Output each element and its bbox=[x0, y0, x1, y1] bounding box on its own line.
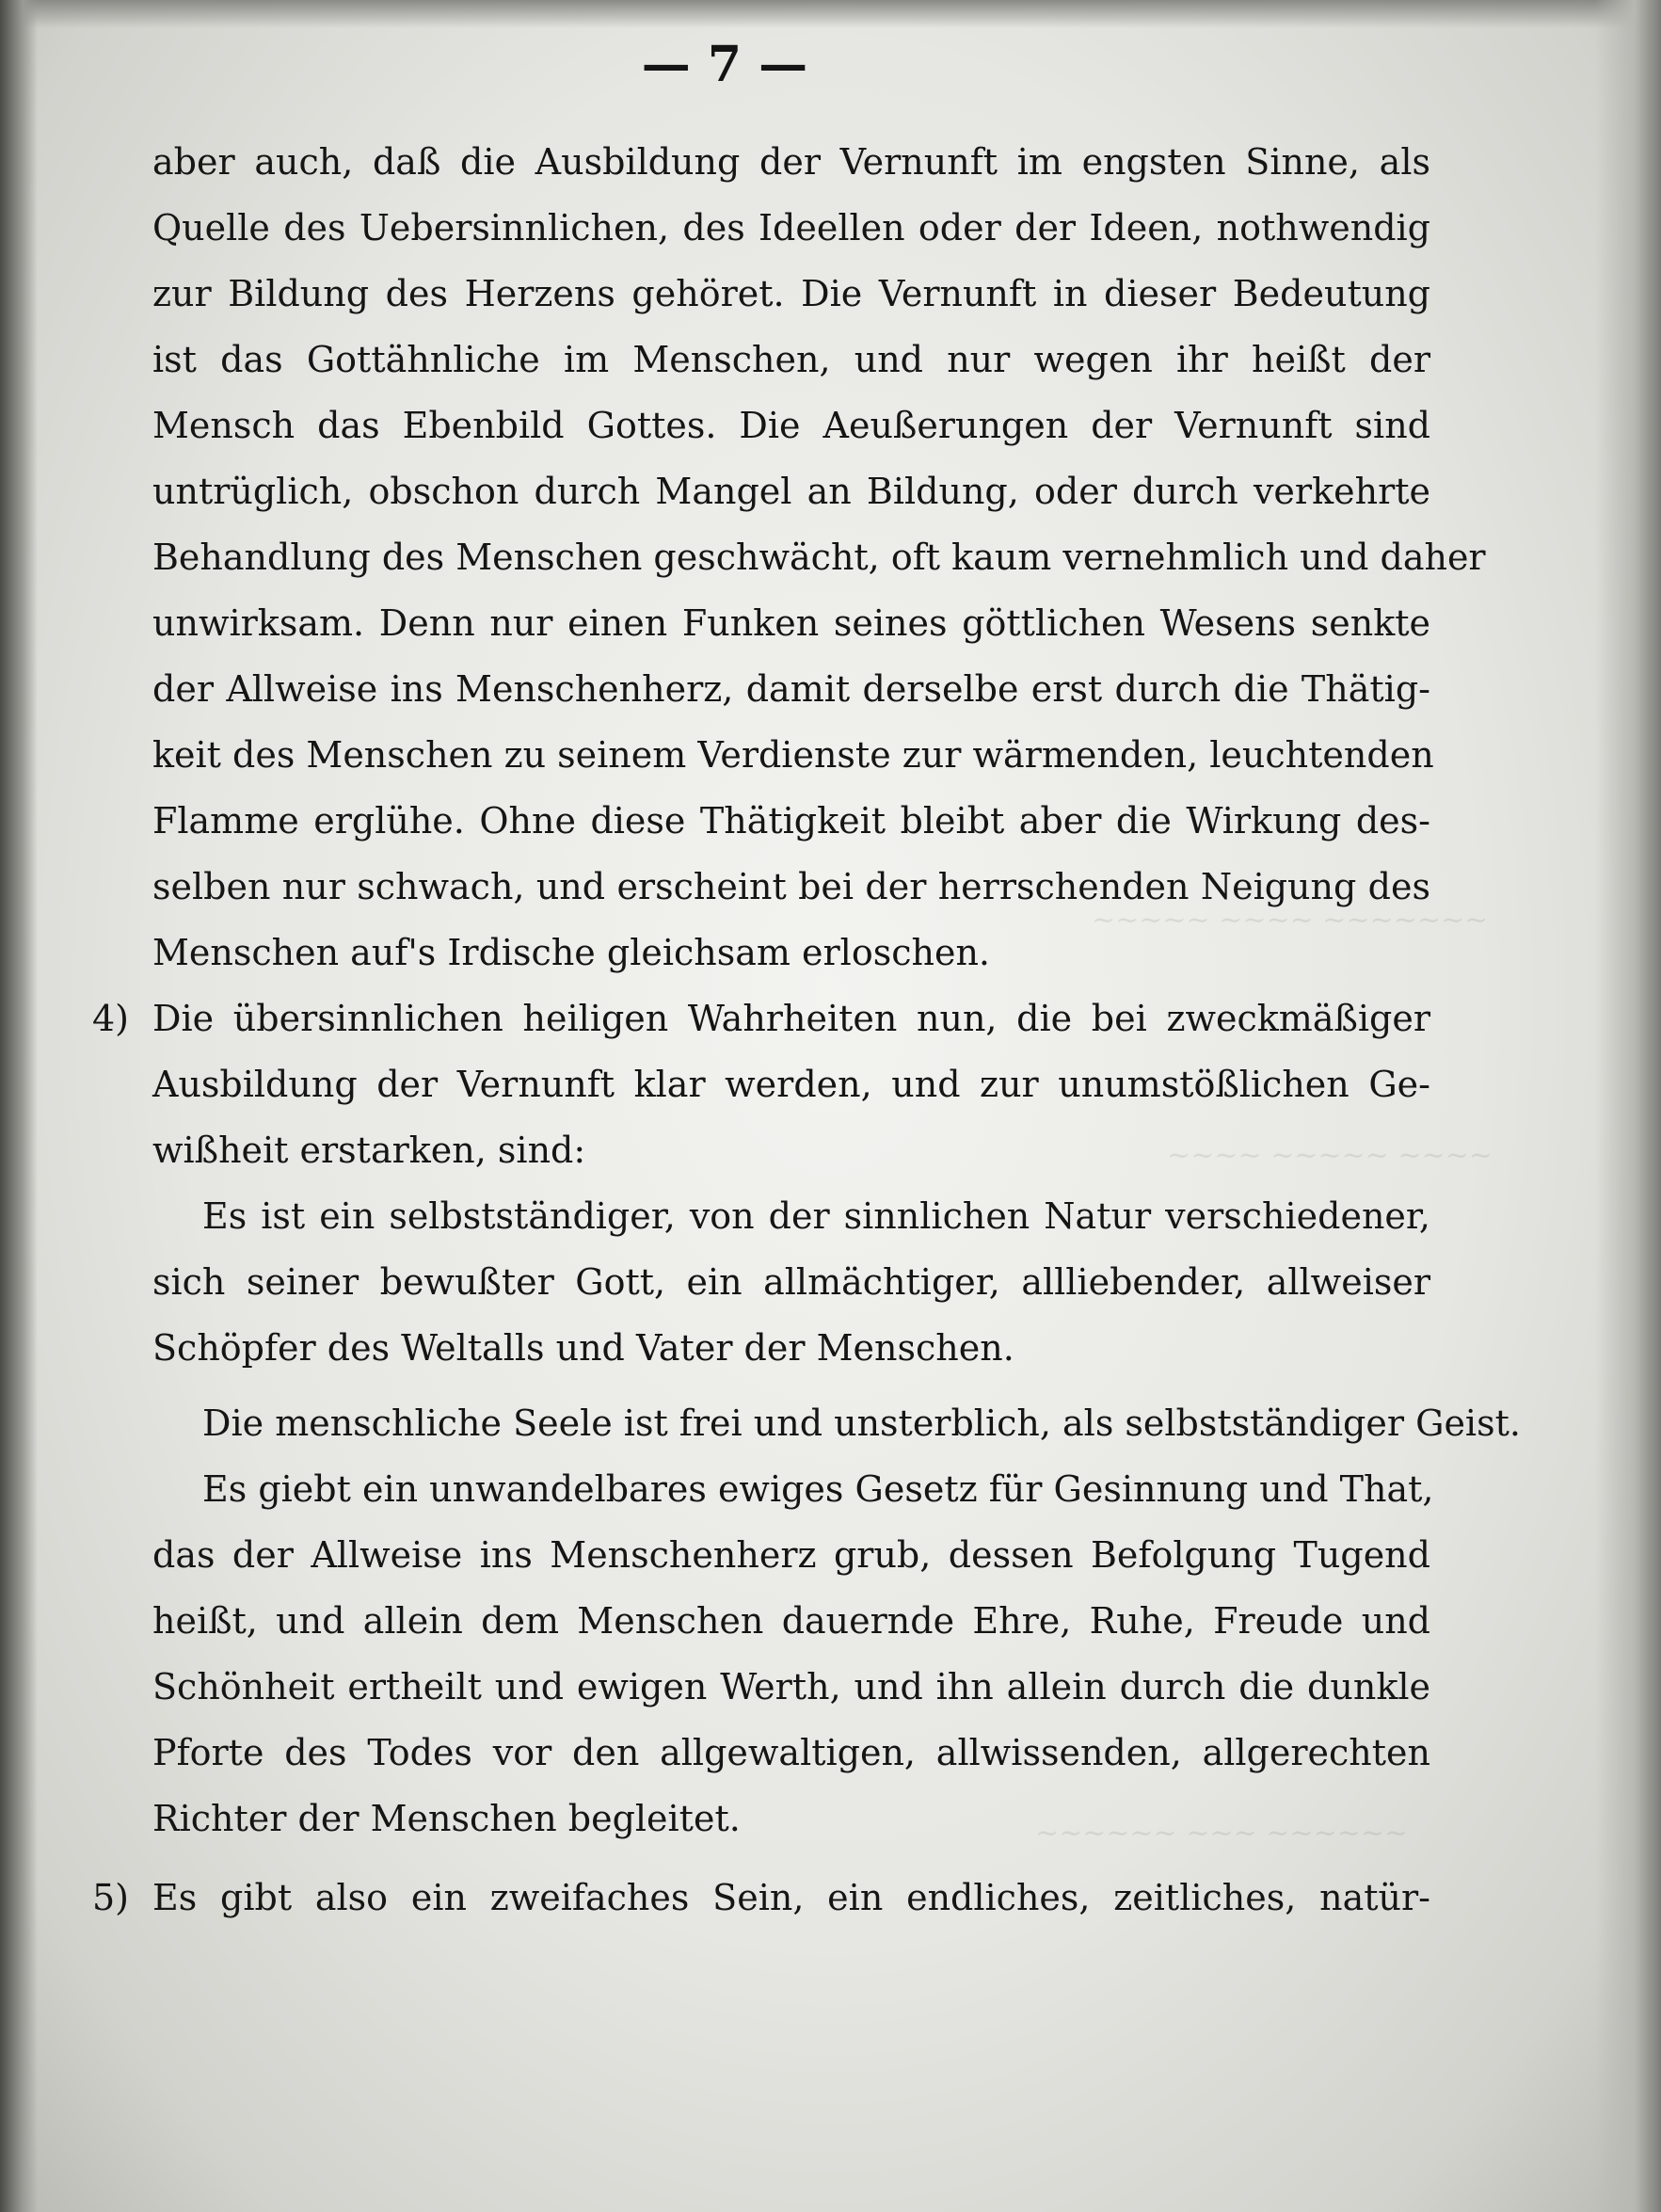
text-line: Behandlung des Menschen geschwächt, oft kaum vernehmlich und daher bbox=[152, 537, 1486, 578]
item-number-5: 5) bbox=[92, 1877, 130, 1918]
bleed-through-text: ~~~~ ~~~~~ ~~~~ bbox=[1167, 1139, 1493, 1172]
text-line: Ausbildung der Vernunft klar werden, und zur unumstößlichen Ge- bbox=[152, 1064, 1430, 1105]
text-line: Es ist ein selbstständiger, von der sinnlichen Natur verschiedener, bbox=[202, 1195, 1430, 1237]
text-line: selben nur schwach, und erscheint bei der herrschenden Neigung des bbox=[152, 866, 1430, 907]
text-line: Richter der Menschen begleitet. bbox=[152, 1798, 741, 1839]
text-line: Flamme erglühe. Ohne diese Thätigkeit bleibt aber die Wirkung des- bbox=[152, 800, 1430, 842]
bleed-through-text: ~~~~~ ~~~~ ~~~~~~~ bbox=[1092, 904, 1489, 937]
text-line: untrüglich, obschon durch Mangel an Bildung, oder durch verkehrte bbox=[152, 471, 1430, 512]
text-line: Schönheit ertheilt und ewigen Werth, und ihn allein durch die dunkle bbox=[152, 1666, 1430, 1707]
text-line: Menschen auf's Irdische gleichsam erloschen. bbox=[152, 932, 990, 973]
text-line: ist das Gottähnliche im Menschen, und nur wegen ihr heißt der bbox=[152, 339, 1430, 380]
text-line: das der Allweise ins Menschenherz grub, dessen Befolgung Tugend bbox=[152, 1534, 1430, 1576]
page-edge-shadow-right bbox=[1595, 0, 1661, 2212]
page-number: — 7 — bbox=[641, 36, 808, 93]
text-line: der Allweise ins Menschenherz, damit derselbe erst durch die Thätig- bbox=[152, 668, 1430, 710]
item-number-4: 4) bbox=[92, 998, 130, 1039]
text-line: Schöpfer des Weltalls und Vater der Menschen. bbox=[152, 1327, 1014, 1369]
text-line: aber auch, daß die Ausbildung der Vernunft im engsten Sinne, als bbox=[152, 141, 1430, 183]
text-line: Mensch das Ebenbild Gottes. Die Aeußerungen der Vernunft sind bbox=[152, 405, 1430, 446]
text-line: Pforte des Todes vor den allgewaltigen, allwissenden, allgerechten bbox=[152, 1732, 1430, 1773]
text-line: Die übersinnlichen heiligen Wahrheiten nun, die bei zweckmäßiger bbox=[152, 998, 1430, 1039]
text-line: sich seiner bewußter Gott, ein allmächtiger, allliebender, allweiser bbox=[152, 1261, 1430, 1303]
text-line: Quelle des Uebersinnlichen, des Ideellen oder der Ideen, nothwendig bbox=[152, 207, 1430, 248]
text-line: unwirksam. Denn nur einen Funken seines göttlichen Wesens senkte bbox=[152, 602, 1430, 644]
text-line: Es giebt ein unwandelbares ewiges Gesetz für Gesinnung und That, bbox=[202, 1468, 1434, 1510]
text-line: Es gibt also ein zweifaches Sein, ein endliches, zeitliches, natür- bbox=[152, 1877, 1430, 1918]
text-line: keit des Menschen zu seinem Verdienste zur wärmenden, leuchtenden bbox=[152, 734, 1434, 776]
text-line: Die menschliche Seele ist frei und unsterblich, als selbstständiger Geist. bbox=[202, 1403, 1521, 1444]
page-edge-shadow-top bbox=[0, 0, 1661, 28]
text-line: zur Bildung des Herzens gehöret. Die Vernunft in dieser Bedeutung bbox=[152, 273, 1430, 314]
bleed-through-text: ~~~~~~ ~~~ ~~~~~~ bbox=[1035, 1817, 1409, 1850]
text-line: heißt, und allein dem Menschen dauernde Ehre, Ruhe, Freude und bbox=[152, 1600, 1430, 1642]
page-edge-shadow-left bbox=[0, 0, 38, 2212]
text-line: wißheit erstarken, sind: bbox=[152, 1130, 586, 1171]
